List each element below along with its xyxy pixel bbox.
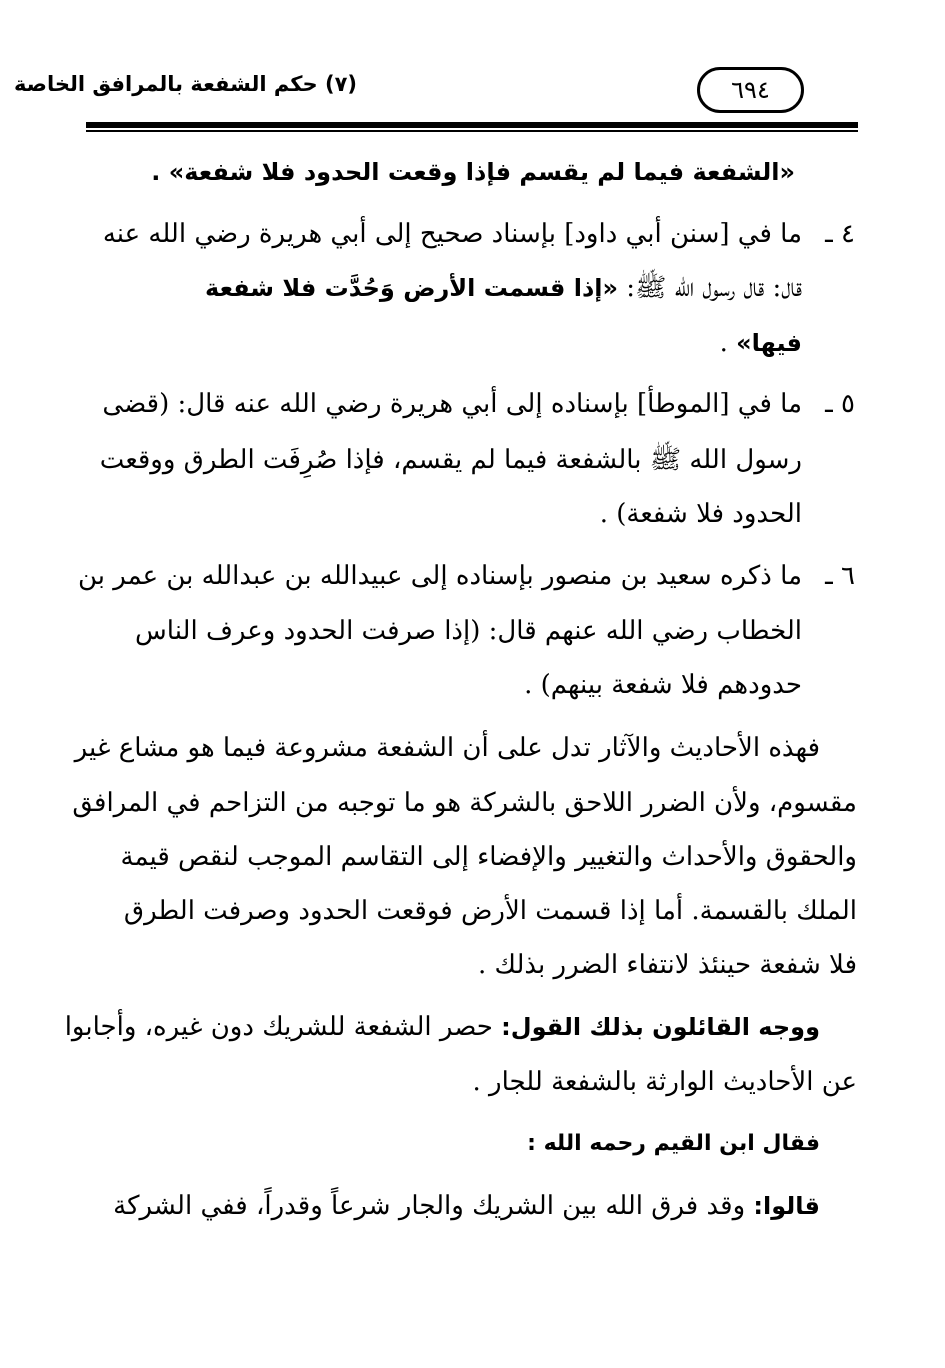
text-line: ما في [سنن أبي داود] بإسناد صحيح إلى أبي هريرة رضي الله عنه <box>102 219 802 249</box>
text-segment: حصر الشفعة للشريك دون غيره، وأجابوا <box>64 1012 493 1042</box>
hadith-quote: «إذا قسمت الأرض وَحُدَّت فلا شفعة <box>205 274 619 302</box>
text-line: الحدود فلا شفعة) . <box>599 499 802 529</box>
text-segment: وقد فرق الله بين الشريك والجار شرعاً وقدراً، ففي الشركة <box>113 1191 746 1221</box>
hadith-quote-end: فيها» <box>736 329 802 357</box>
item-number-5: ٥ ـ <box>825 389 855 419</box>
quote-attribution: فقال ابن القيم رحمه الله : <box>527 1131 820 1156</box>
bold-lead: ووجه القائلون بذلك القول: <box>501 1013 820 1041</box>
text-line: رسول الله ﷺ بالشفعة فيما لم يقسم، فإذا صُرِفَت الطرق ووقعت <box>99 445 802 475</box>
text-line: ما في [الموطأ] بإسناده إلى أبي هريرة رضي الله عنه قال: (قضى <box>102 389 802 419</box>
text-line: ما ذكره سعيد بن منصور بإسناده إلى عبيدالله بن عبدالله بن عمر بن <box>77 561 802 591</box>
paragraph-line <box>113 1186 820 1226</box>
text-line: حدودهم فلا شفعة بينهم) . <box>524 670 802 700</box>
page-number-badge <box>697 67 804 113</box>
quote-line: «الشفعة فيما لم يقسم فإذا وقعت الحدود فلا شفعة» . <box>151 158 795 186</box>
bold-lead: قالوا: <box>753 1192 820 1220</box>
paragraph-line: فهذه الأحاديث والآثار تدل على أن الشفعة مشروعة فيما هو مشاع غير <box>74 733 820 763</box>
paragraph-line: عن الأحاديث الوارثة بالشفعة للجار . <box>472 1067 857 1097</box>
paragraph-line: الملك بالقسمة. أما إذا قسمت الأرض فوقعت الحدود وصرفت الطرق <box>123 896 857 926</box>
text-segment: قال: قال رسول الله ﷺ: <box>626 273 802 303</box>
paragraph-line: مقسوم، ولأن الضرر اللاحق بالشركة هو ما توجبه من التزاحم في المرافق <box>72 788 857 818</box>
header-rule-thin <box>86 130 858 132</box>
paragraph-line: فلا شفعة حينئذ لانتفاء الضرر بذلك . <box>478 950 857 980</box>
paragraph-line <box>65 1007 820 1047</box>
item-number-6: ٦ ـ <box>825 561 855 591</box>
header-rule-thick <box>86 122 858 128</box>
text-line <box>205 268 802 308</box>
paragraph-line: والحقوق والأحداث والتغيير والإفضاء إلى التقاسم الموجب لنقص قيمة <box>120 842 857 872</box>
text-line <box>720 323 802 363</box>
text-segment: . <box>719 328 737 358</box>
item-number-4: ٤ ـ <box>825 219 855 249</box>
page-number: ٦٩٤ <box>731 76 770 104</box>
running-header-title: (٧) حكم الشفعة بالمرافق الخاصة <box>13 72 357 96</box>
text-line: الخطاب رضي الله عنهم قال: (إذا صرفت الحدود وعرف الناس <box>135 616 802 646</box>
